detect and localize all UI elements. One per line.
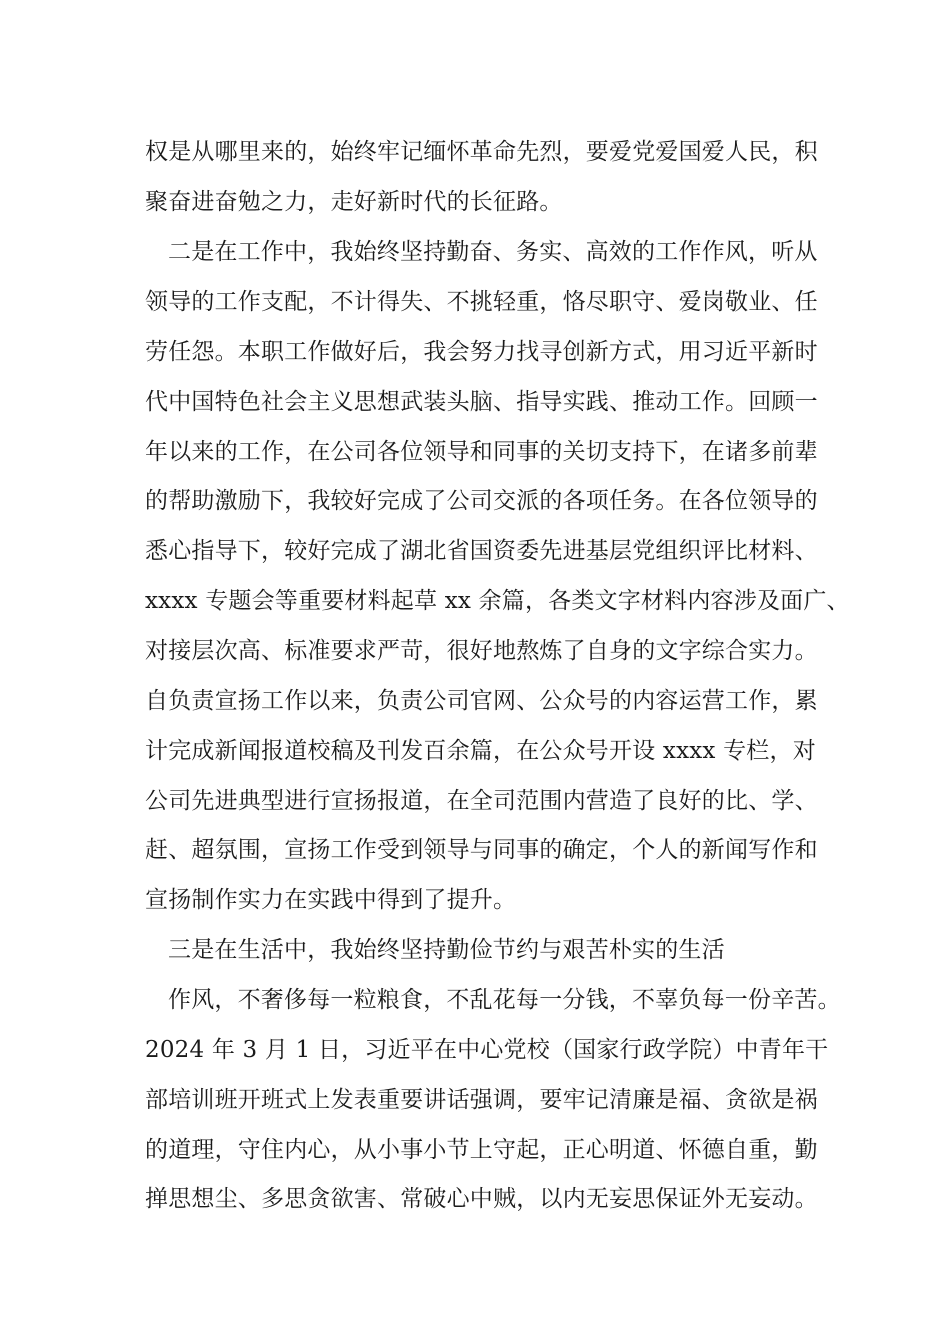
text-line: 权是从哪里来的，始终牢记缅怀革命先烈，要爱党爱国爱人民，积 xyxy=(145,139,818,165)
text-line: 公司先进典型进行宣扬报道，在全司范围内营造了良好的比、学、 xyxy=(145,788,818,814)
text-line: 聚奋进奋勉之力，走好新时代的长征路。 xyxy=(145,189,563,215)
text-line: 悉心指导下，较好完成了湖北省国资委先进基层党组织评比材料、 xyxy=(145,538,818,564)
text-line: 掸思想尘、多思贪欲害、常破心中贼，以内无妄思保证外无妄动。 xyxy=(145,1186,818,1212)
paragraph-start-line: 作风，不奢侈每一粒粮食，不乱花每一分钱，不辜负每一份辛苦。 xyxy=(168,987,841,1013)
text-line: 计完成新闻报道校稿及刊发百余篇，在公众号开设 xxxx 专栏，对 xyxy=(145,738,816,764)
text-line: 部培训班开班式上发表重要讲话强调，要牢记清廉是福、贪欲是祸 xyxy=(145,1087,818,1113)
text-line: 代中国特色社会主义思想武装头脑、指导实践、推动工作。回顾一 xyxy=(145,389,818,415)
text-line: 对接层次高、标准要求严苛，很好地熬炼了自身的文字综合实力。 xyxy=(145,638,818,664)
paragraph-start-line: 二是在工作中，我始终坚持勤奋、务实、高效的工作作风，听从 xyxy=(168,239,818,265)
paragraph-start-line: 三是在生活中，我始终坚持勤俭节约与艰苦朴实的生活 xyxy=(168,937,725,963)
text-line: 自负责宣扬工作以来，负责公司官网、公众号的内容运营工作，累 xyxy=(145,688,818,714)
text-line: 的帮助激励下，我较好完成了公司交派的各项任务。在各位领导的 xyxy=(145,488,818,514)
text-line: 宣扬制作实力在实践中得到了提升。 xyxy=(145,887,517,913)
text-line: 2024 年 3 月 1 日，习近平在中心党校（国家行政学院）中青年干 xyxy=(145,1037,829,1063)
text-line: 赶、超氛围，宣扬工作受到领导与同事的确定，个人的新闻写作和 xyxy=(145,837,818,863)
text-line: 劳任怨。本职工作做好后，我会努力找寻创新方式，用习近平新时 xyxy=(145,339,818,365)
text-line: 的道理，守住内心，从小事小节上守起，正心明道、怀德自重，勤 xyxy=(145,1137,818,1163)
text-line: 领导的工作支配，不计得失、不挑轻重，恪尽职守、爱岗敬业、任 xyxy=(145,289,818,315)
text-line: 年以来的工作，在公司各位领导和同事的关切支持下，在诸多前辈 xyxy=(145,439,818,465)
text-line: xxxx 专题会等重要材料起草 xx 余篇，各类文字材料内容涉及面广、 xyxy=(145,588,850,614)
